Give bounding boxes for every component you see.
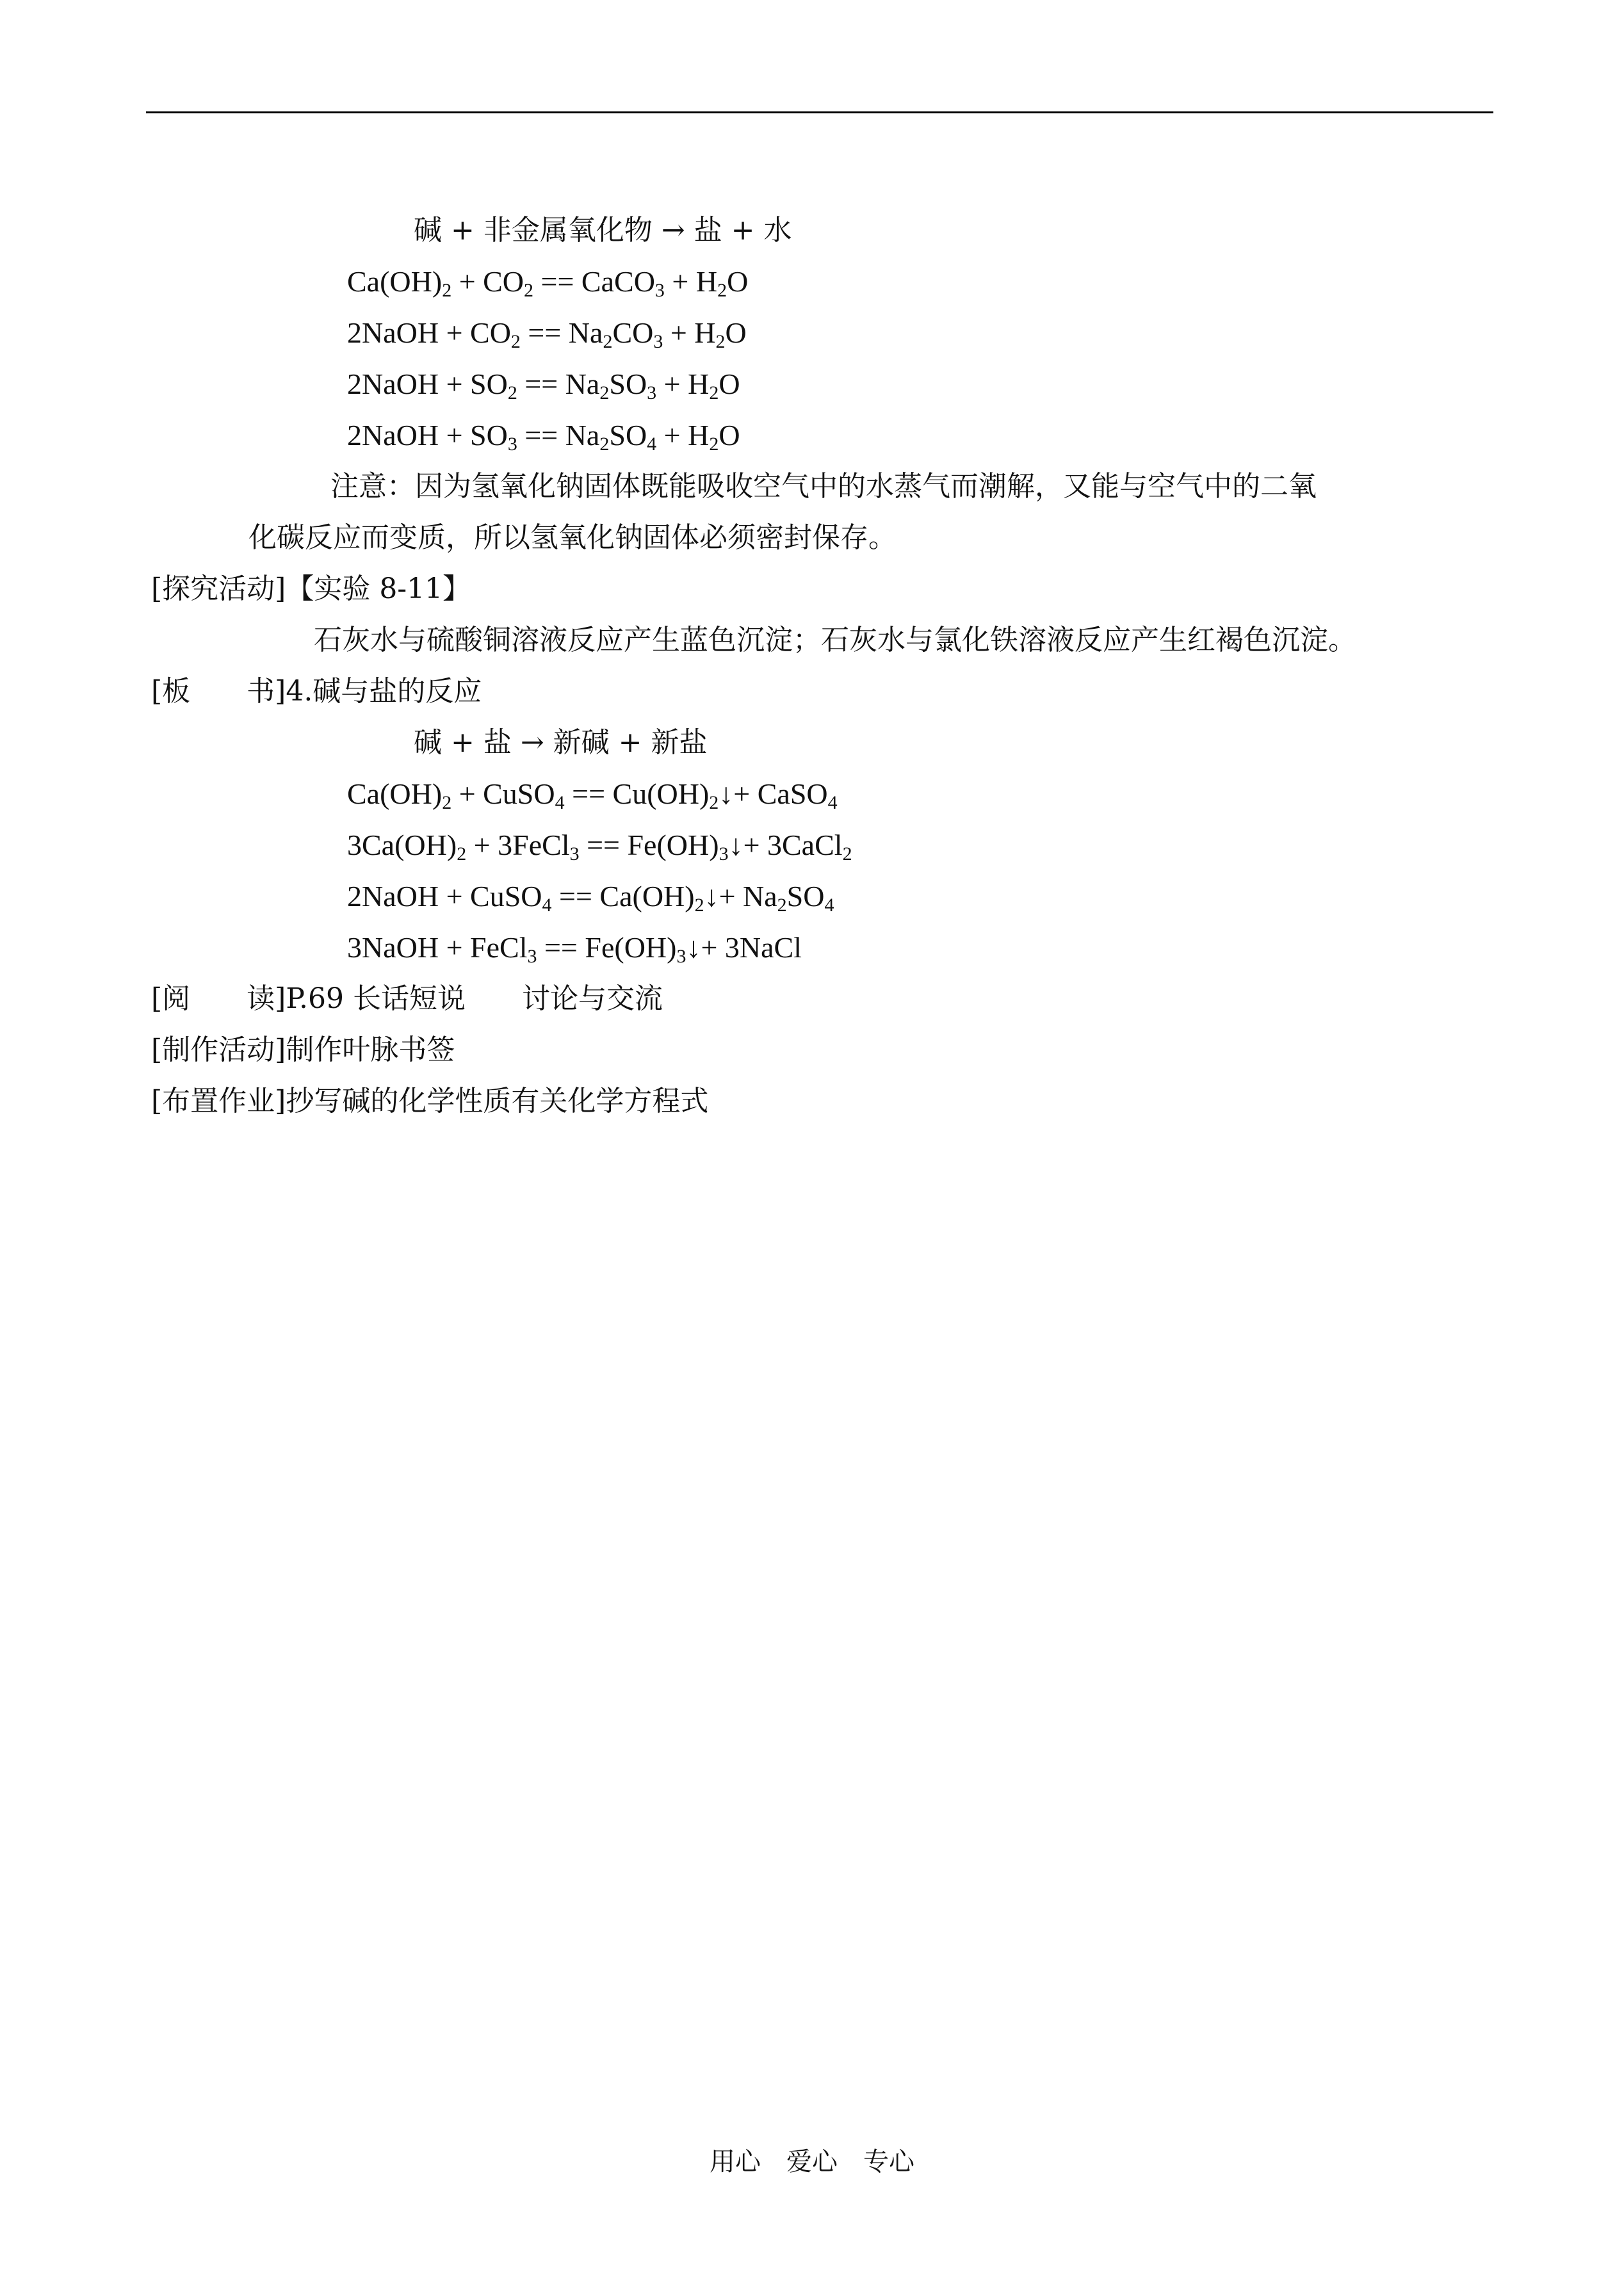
equation-7: 2NaOH + CuSO$_4$ == $Ca(OH)_2↓+ Na_2SO_4$ [347,880,834,916]
homework-item: [布置作业]抄写碱的化学性质有关化学方程式 [151,1085,709,1117]
equation-4: 2NaOH + $SO_3 == Na_2SO_4 + H_2O$ [347,419,740,455]
board-label: [板 书]4.碱与盐的反应 [151,675,482,708]
equation-8: 3NaOH + FeCl$_3$ == $Fe(OH)_3↓+$ 3NaCl [347,931,802,967]
alkali-salt-rule: 碱 + 盐 → 新碱 + 新盐 [414,726,708,759]
header-rule [146,111,1493,113]
reading-item: [阅 读]P.69 长话短说 讨论与交流 [151,982,663,1015]
equation-2: 2NaOH + $CO_2 == Na_2CO_3 + H_2O$ [347,316,747,352]
equation-6: $3Ca(OH)_2$ + 3FeCl$_3$ == $Fe(OH)_3↓+$ 3CaCl$_2$ [347,829,852,864]
note-line-2: 化碳反应而变质，所以氢氧化钠固体必须密封保存。 [248,521,897,554]
page-footer: 用心 爱心 专心 [710,2147,914,2177]
note-line-1: 注意：因为氢氧化钠固体既能吸收空气中的水蒸气而潮解，又能与空气中的二氧 [330,470,1317,503]
inquiry-label: [探究活动]【实验 8-11】 [151,572,471,605]
inquiry-text: 石灰水与硫酸铜溶液反应产生蓝色沉淀；石灰水与氯化铁溶液反应产生红褐色沉淀。 [314,624,1356,656]
making-activity: [制作活动]制作叶脉书签 [151,1034,455,1066]
equation-3: 2NaOH + $SO_2 == Na_2SO_3 + H_2O$ [347,368,740,403]
alkali-oxide-rule: 碱 + 非金属氧化物 → 盐 + 水 [414,214,792,247]
equation-1: $Ca(OH)_2 + CO_2$ == CaCO$_3$ + $H_2O$ [347,265,749,301]
equation-5: $Ca(OH)_2$ + CuSO$_4$ == $Cu(OH)_2↓+$ CaSO$_4$ [347,777,838,813]
